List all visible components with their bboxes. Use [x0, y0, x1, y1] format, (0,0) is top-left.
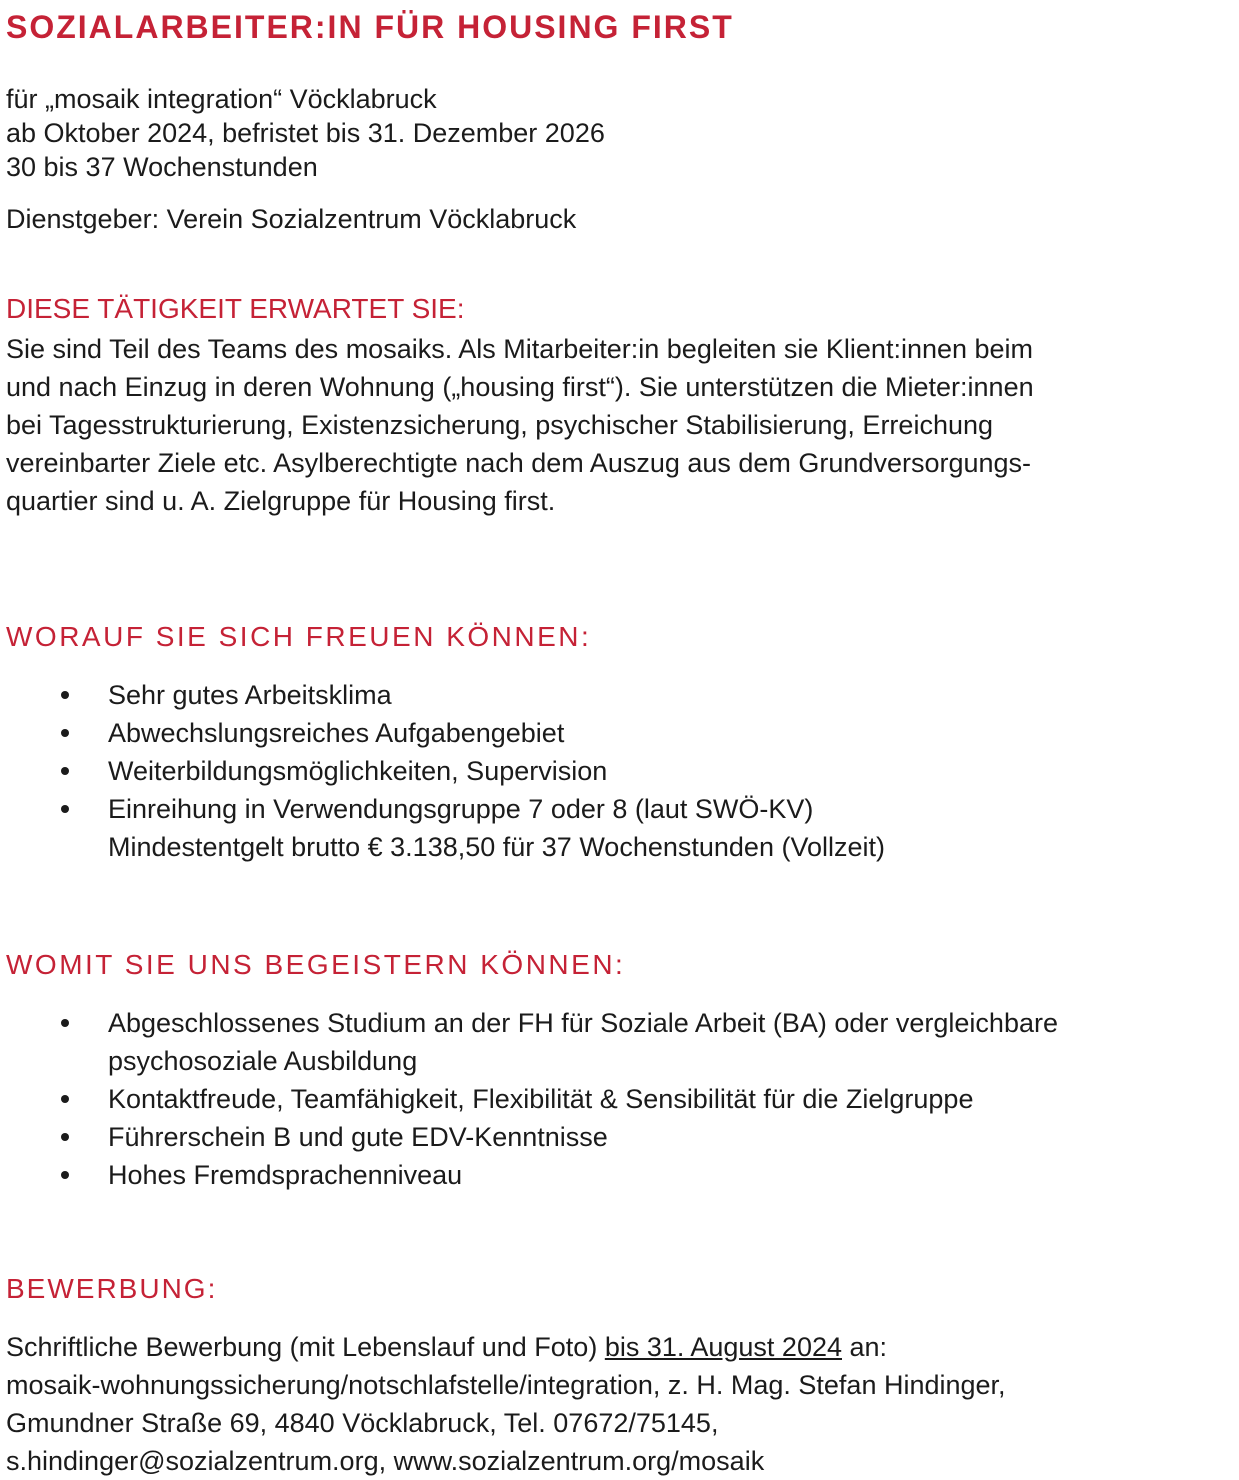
benefits-list	[6, 676, 1233, 866]
application-deadline: bis 31. August 2024	[604, 1332, 842, 1362]
application-address-line: mosaik-wohnungssicherung/notschlafstelle/integration, z. H. Mag. Stefan Hindinger,	[6, 1370, 1006, 1400]
tasks-paragraph-line: Sie sind Teil des Teams des mosaiks. Als Mitarbeiter:in begleiten sie Klient:innen beim	[6, 334, 1034, 364]
list-item-text: Sehr gutes Arbeitsklima	[108, 680, 392, 710]
list-item-text: Weiterbildungsmöglichkeiten, Supervision	[108, 756, 608, 786]
section-heading-qualifications: WOMIT SIE UNS BEGEISTERN KÖNNEN:	[6, 949, 626, 980]
list-item	[6, 1156, 1233, 1194]
tasks-paragraph-line: quartier sind u. A. Zielgruppe für Housing first.	[6, 486, 556, 516]
list-item	[6, 676, 1233, 714]
application-email-web-line: s.hindinger@sozialzentrum.org, www.sozialzentrum.org/mosaik	[6, 1446, 765, 1476]
section-heading-benefits: WORAUF SIE SICH FREUEN KÖNNEN:	[6, 621, 592, 652]
application-line-prefix: Schriftliche Bewerbung (mit Lebenslauf und Foto)	[6, 1332, 605, 1362]
list-item-text: Kontaktfreude, Teamfähigkeit, Flexibilität & Sensibilität für die Zielgruppe	[108, 1084, 974, 1114]
tasks-paragraph-line: vereinbarter Ziele etc. Asylberechtigte nach dem Auszug aus dem Grundversorgungs-	[6, 448, 1032, 478]
page-title: SOZIALARBEITER:IN FÜR HOUSING FIRST	[6, 9, 734, 45]
list-item-text: Abgeschlossenes Studium an der FH für Soziale Arbeit (BA) oder vergleichbare	[108, 1008, 1058, 1038]
bullet-icon	[61, 1080, 108, 1118]
bullet-icon	[61, 714, 108, 752]
section-heading-tasks: DIESE TÄTIGKEIT ERWARTET SIE:	[6, 293, 465, 324]
list-item	[6, 714, 1233, 752]
application-deadline-line	[6, 1328, 1233, 1366]
list-item-text: Hohes Fremdsprachenniveau	[108, 1160, 463, 1190]
list-item	[6, 790, 1233, 866]
bullet-icon	[61, 752, 108, 790]
list-item	[6, 752, 1233, 790]
list-item	[6, 1004, 1233, 1080]
bullet-icon	[61, 1118, 108, 1156]
job-summary	[6, 82, 1233, 184]
section-heading-application: BEWERBUNG:	[6, 1273, 218, 1304]
list-item	[6, 1080, 1233, 1118]
list-item-text: Abwechslungsreiches Aufgabengebiet	[108, 718, 565, 748]
list-item-text: Führerschein B und gute EDV-Kenntnisse	[108, 1122, 608, 1152]
employer-project-line: für „mosaik integration“ Vöcklabruck	[6, 84, 437, 114]
list-item-text-continued: psychosoziale Ausbildung	[108, 1046, 418, 1076]
application-street-phone-line: Gmundner Straße 69, 4840 Vöcklabruck, Tel. 07672/75145,	[6, 1408, 719, 1438]
list-item-text-continued: Mindestentgelt brutto € 3.138,50 für 37 Wochenstunden (Vollzeit)	[108, 832, 885, 862]
bullet-icon	[61, 1004, 108, 1042]
bullet-icon	[61, 790, 108, 828]
qualifications-list	[6, 1004, 1233, 1194]
employer-line: Dienstgeber: Verein Sozialzentrum Vöcklabruck	[6, 204, 577, 234]
application-paragraph	[6, 1328, 1233, 1480]
tasks-paragraph	[6, 330, 1233, 520]
tasks-paragraph-line: und nach Einzug in deren Wohnung („housing first“). Sie unterstützen die Mieter:innen	[6, 372, 1034, 402]
contract-period-line: ab Oktober 2024, befristet bis 31. Dezember 2026	[6, 118, 605, 148]
bullet-icon	[61, 676, 108, 714]
weekly-hours-line: 30 bis 37 Wochenstunden	[6, 152, 318, 182]
list-item-text: Einreihung in Verwendungsgruppe 7 oder 8 (laut SWÖ-KV)	[108, 794, 814, 824]
bullet-icon	[61, 1156, 108, 1194]
tasks-paragraph-line: bei Tagesstrukturierung, Existenzsicherung, psychischer Stabilisierung, Erreichung	[6, 410, 994, 440]
application-line-suffix: an:	[842, 1332, 888, 1362]
list-item	[6, 1118, 1233, 1156]
